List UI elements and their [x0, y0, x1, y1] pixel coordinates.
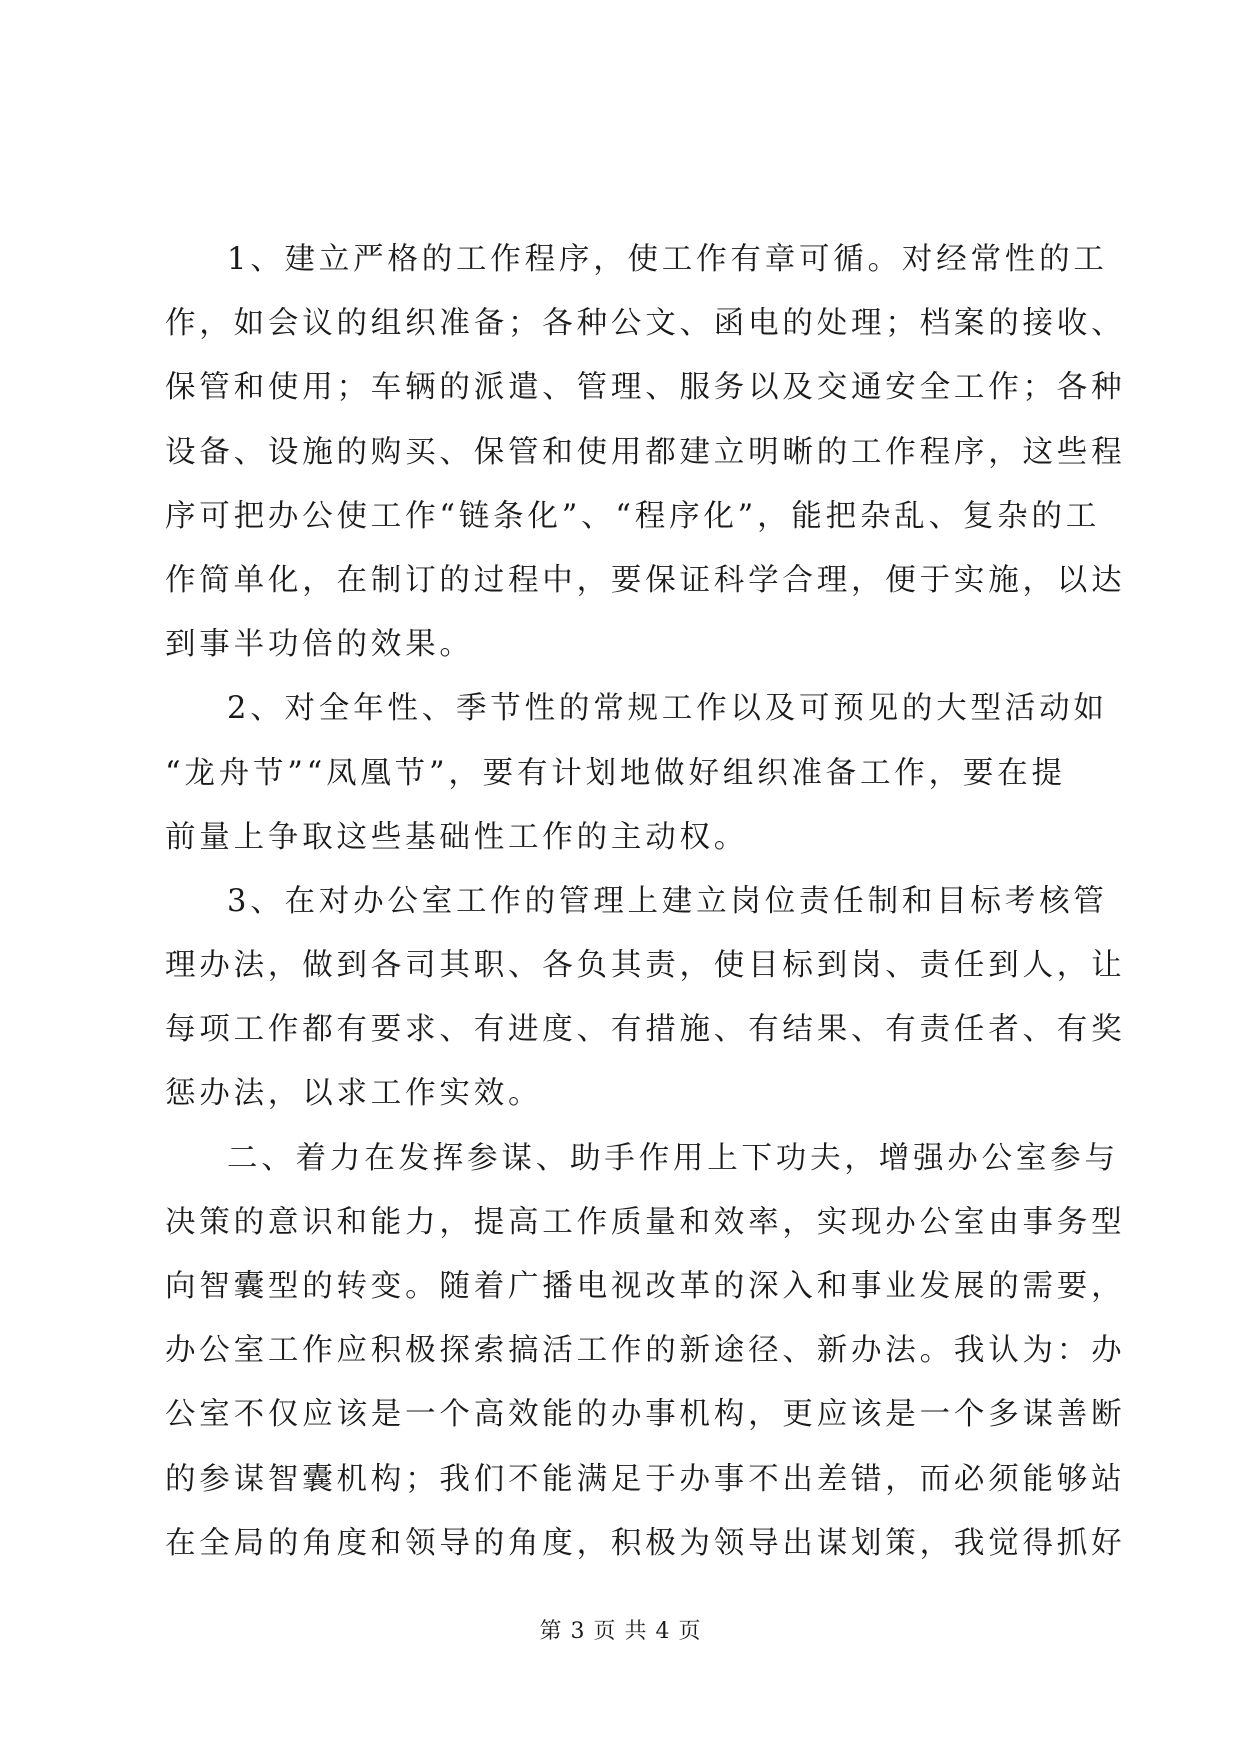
text-line: 决策的意识和能力，提高工作质量和效率，实现办公室由事务型 [165, 1204, 1126, 1240]
text-line: 保管和使用；车辆的派遣、管理、服务以及交通安全工作；各种 [165, 370, 1126, 406]
text-line: 到事半功倍的效果。 [165, 627, 474, 663]
text-line: 设备、设施的购买、保管和使用都建立明晰的工作程序，这些程 [165, 434, 1126, 470]
text-line: 1、建立严格的工作程序，使工作有章可循。对经常性的工 [227, 242, 1108, 277]
text-line: 前量上争取这些基础性工作的主动权。 [165, 819, 749, 855]
text-line: 理办法，做到各司其职、各负其责，使目标到岗、责任到人，让 [165, 948, 1126, 984]
text-line: 办公室工作应积极探索搞活工作的新途径、新办法。我认为：办 [165, 1333, 1126, 1369]
document-body [165, 228, 1126, 1576]
page-number-footer: 第 3 页 共 4 页 [539, 1619, 702, 1644]
paragraph-2 [165, 677, 1108, 870]
text-line: 惩办法，以求工作实效。 [165, 1076, 543, 1112]
text-line: 作简单化，在制订的过程中，要保证科学合理，便于实施，以达 [165, 562, 1126, 598]
text-line: 每项工作都有要求、有进度、有措施、有结果、有责任者、有奖 [165, 1012, 1126, 1048]
text-line: 作，如会议的组织准备；各种公文、函电的处理；档案的接收、 [165, 306, 1126, 342]
text-line: 在全局的角度和领导的角度，积极为领导出谋划策，我觉得抓好 [165, 1525, 1126, 1561]
text-line: 向智囊型的转变。随着广播电视改革的深入和事业发展的需要， [165, 1269, 1126, 1304]
text-line: 3、在对办公室工作的管理上建立岗位责任制和目标考核管 [227, 883, 1108, 919]
text-line: “龙舟节”“凤凰节”，要有计划地做好组织准备工作，要在提 [165, 755, 1066, 791]
text-line: 2、对全年性、季节性的常规工作以及可预见的大型活动如 [227, 691, 1108, 727]
paragraph-3 [165, 870, 1126, 1127]
text-line: 公室不仅应该是一个高效能的办事机构，更应该是一个多谋善断 [165, 1397, 1126, 1433]
paragraph-4 [165, 1127, 1126, 1576]
text-line: 二、着力在发挥参谋、助手作用上下功夫，增强办公室参与 [227, 1140, 1119, 1176]
text-line: 序可把办公使工作“链条化”、“程序化”，能把杂乱、复杂的工 [165, 498, 1101, 534]
text-line: 的参谋智囊机构；我们不能满足于办事不出差错，而必须能够站 [165, 1461, 1126, 1497]
paragraph-1 [165, 228, 1126, 677]
